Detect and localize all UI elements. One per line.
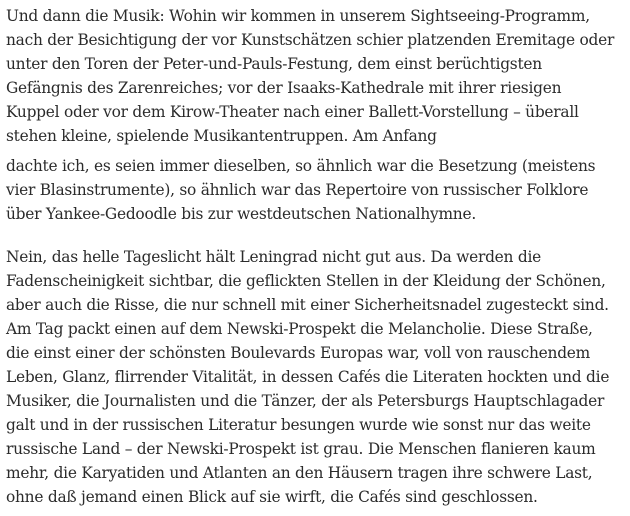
paragraph-daylight — [6, 245, 609, 509]
text-line: mehr, die Karyatiden und Atlanten an den Häusern tragen ihre schwere Last, — [6, 464, 593, 482]
text-line: nach der Besichtigung der vor Kunstschätzen schier platzenden Eremitage oder — [6, 31, 615, 49]
text-line: Musiker, die Journalisten und die Tänzer, der als Petersburgs Hauptschlagader — [6, 392, 605, 410]
text-line: Nein, das helle Tageslicht hält Leningrad nicht gut aus. Da werden die — [6, 248, 541, 266]
text-line: aber auch die Risse, die nur schnell mit einer Sicherheitsnadel zugesteckt sind. — [6, 296, 609, 314]
text-line: Und dann die Musik: Wohin wir kommen in unserem Sightseeing-Programm, — [6, 7, 590, 25]
paragraph-repertoire — [6, 154, 595, 226]
text-line: ohne daß jemand einen Blick auf sie wirft, die Cafés sind geschlossen. — [6, 488, 538, 506]
text-line: Leben, Glanz, flirrender Vitalität, in dessen Cafés die Literaten hockten und die — [6, 368, 610, 386]
text-line: unter den Toren der Peter-und-Pauls-Festung, dem einst berüchtigsten — [6, 55, 542, 73]
text-line: Fadenscheinigkeit sichtbar, die geflickten Stellen in der Kleidung der Schönen, — [6, 272, 606, 290]
text-line: stehen kleine, spielende Musikantentruppen. Am Anfang — [6, 127, 437, 145]
text-line: Am Tag packt einen auf dem Newski-Prospekt die Melancholie. Diese Straße, — [6, 320, 593, 338]
text-line: Gefängnis des Zarenreiches; vor der Isaaks-Kathedrale mit ihrer riesigen — [6, 79, 562, 97]
paragraph-music — [6, 4, 614, 148]
text-line: russische Land – der Newski-Prospekt ist grau. Die Menschen flanieren kaum — [6, 440, 596, 458]
text-line: vier Blasinstrumente), so ähnlich war das Repertoire von russischer Folklore — [6, 181, 589, 199]
text-line: über Yankee-Gedoodle bis zur westdeutschen Nationalhymne. — [6, 205, 476, 223]
text-line: Kuppel oder vor dem Kirow-Theater nach einer Ballett-Vorstellung – überall — [6, 103, 579, 121]
text-line: dachte ich, es seien immer dieselben, so ähnlich war die Besetzung (meistens — [6, 157, 596, 175]
text-line: die einst einer der schönsten Boulevards Europas war, voll von rauschendem — [6, 344, 590, 362]
text-line: galt und in der russischen Literatur besungen wurde wie sonst nur das weite — [6, 416, 591, 434]
